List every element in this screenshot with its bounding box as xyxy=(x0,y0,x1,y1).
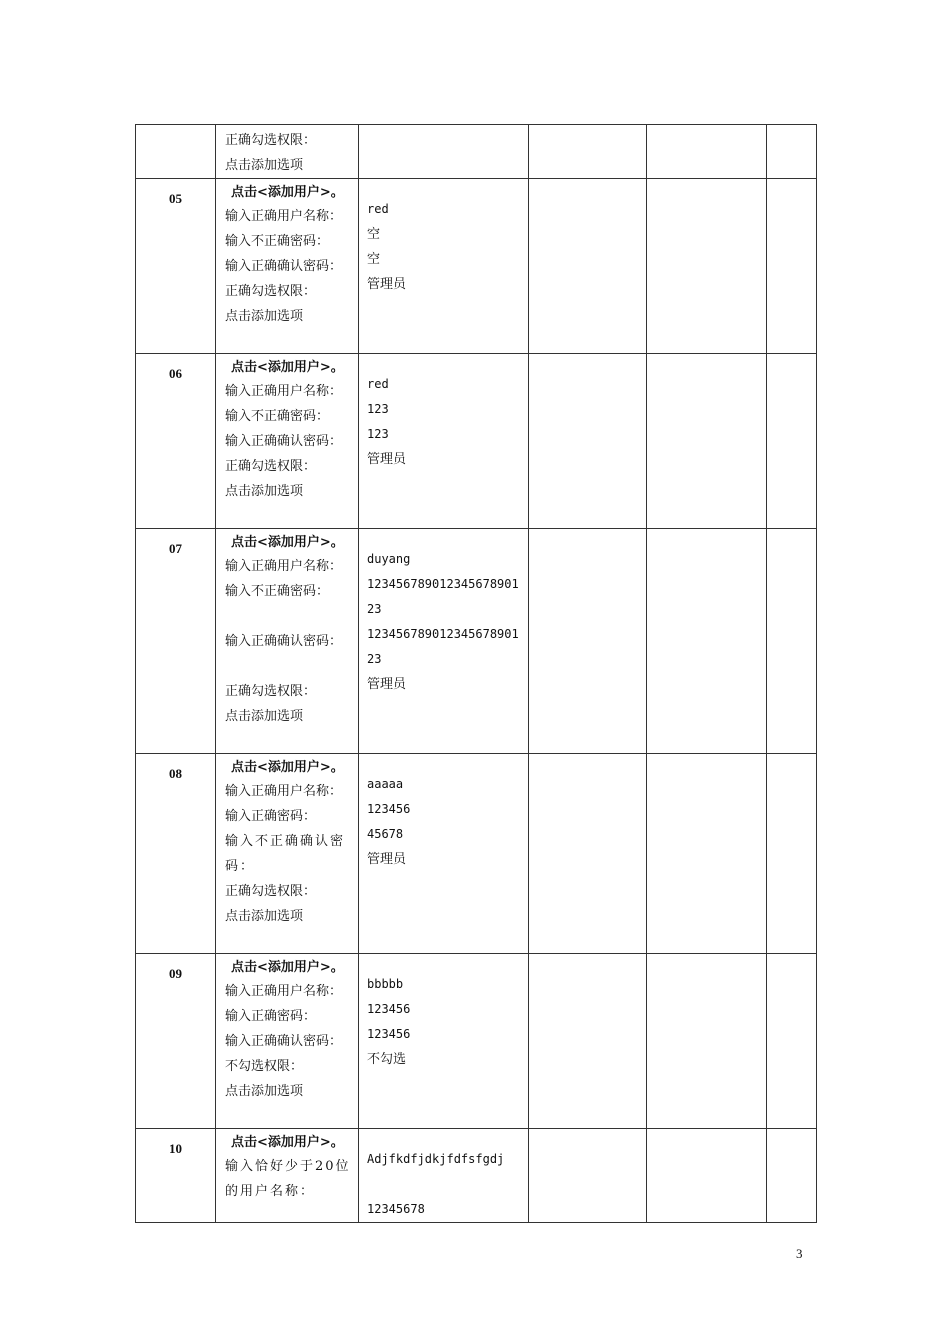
step-text xyxy=(225,604,352,629)
step-text: 点击添加选项 xyxy=(225,709,304,724)
table-row xyxy=(136,954,817,1129)
actual-result-cell xyxy=(647,954,767,1129)
step-text: 点击<添加用户>。 xyxy=(231,760,344,775)
expected-result-cell xyxy=(529,125,647,179)
data-value: 空 xyxy=(367,227,381,242)
expected-result-cell xyxy=(529,954,647,1129)
remark-cell xyxy=(767,125,817,179)
step-text: 点击<添加用户>。 xyxy=(231,1135,344,1150)
input-data-cell xyxy=(359,125,529,179)
table-row xyxy=(136,354,817,529)
page-number: 3 xyxy=(796,1246,803,1261)
data-value: bbbbb xyxy=(367,977,404,991)
input-data-cell xyxy=(359,354,529,529)
expected-result-cell xyxy=(529,1129,647,1223)
data-value: 123456 xyxy=(367,1002,411,1016)
data-value: 管理员 xyxy=(367,677,407,692)
remark-cell xyxy=(767,954,817,1129)
data-value: 管理员 xyxy=(367,452,407,467)
table-row xyxy=(136,529,817,754)
step-text: 正确勾选权限： xyxy=(225,133,317,148)
case-id-cell: 05 xyxy=(136,179,216,354)
step-text xyxy=(225,654,352,679)
step-text: 输入正确密码： xyxy=(225,809,317,824)
data-value: 管理员 xyxy=(367,277,407,292)
step-text: 输入正确确认密码： xyxy=(225,434,343,449)
step-text: 输入正确密码： xyxy=(225,1009,317,1024)
expected-result-cell xyxy=(529,529,647,754)
table-row xyxy=(136,125,817,179)
data-value: 45678 xyxy=(367,827,404,841)
expected-result-cell xyxy=(529,754,647,954)
data-value: red xyxy=(367,377,389,391)
data-value: Adjfkdfjdkjfdfsfgdj xyxy=(367,1152,505,1166)
case-id-cell: 09 xyxy=(136,954,216,1129)
step-text: 点击添加选项 xyxy=(225,909,304,924)
step-text: 输入不正确密码： xyxy=(225,584,330,599)
step-text: 输入不正确确认密码： xyxy=(225,834,346,874)
input-data-cell xyxy=(359,954,529,1129)
step-text: 输入正确用户名称： xyxy=(225,209,343,224)
data-value: 不勾选 xyxy=(367,1052,407,1067)
table-row xyxy=(136,754,817,954)
case-id-cell: 08 xyxy=(136,754,216,954)
step-text: 点击<添加用户>。 xyxy=(231,535,344,550)
remark-cell xyxy=(767,754,817,954)
table-row xyxy=(136,1129,817,1223)
steps-cell xyxy=(216,1129,359,1223)
step-text: 输入不正确密码： xyxy=(225,409,330,424)
input-data-cell xyxy=(359,754,529,954)
data-value: 123 xyxy=(367,427,389,441)
data-value: 12345678 xyxy=(367,1202,425,1216)
input-data-cell xyxy=(359,179,529,354)
step-text: 输入不正确密码： xyxy=(225,234,330,249)
test-case-table xyxy=(135,124,817,1223)
actual-result-cell xyxy=(647,1129,767,1223)
expected-result-cell xyxy=(529,354,647,529)
case-id-cell: 06 xyxy=(136,354,216,529)
steps-cell xyxy=(216,754,359,954)
step-text: 输入正确用户名称： xyxy=(225,559,343,574)
actual-result-cell xyxy=(647,354,767,529)
step-text: 点击<添加用户>。 xyxy=(231,185,344,200)
actual-result-cell xyxy=(647,754,767,954)
case-id-cell: 07 xyxy=(136,529,216,754)
remark-cell xyxy=(767,1129,817,1223)
data-value: 管理员 xyxy=(367,852,407,867)
step-text: 点击添加选项 xyxy=(225,309,304,324)
steps-cell xyxy=(216,529,359,754)
steps-cell xyxy=(216,125,359,179)
data-value: duyang xyxy=(367,552,411,566)
data-value: 12345678901234567890123 xyxy=(367,577,519,616)
data-value: red xyxy=(367,202,389,216)
step-text: 点击添加选项 xyxy=(225,1084,304,1099)
actual-result-cell xyxy=(647,179,767,354)
step-text: 正确勾选权限： xyxy=(225,284,317,299)
case-id-cell xyxy=(136,125,216,179)
step-text: 正确勾选权限： xyxy=(225,884,317,899)
steps-cell xyxy=(216,179,359,354)
input-data-cell xyxy=(359,529,529,754)
data-value: 12345678901234567890123 xyxy=(367,627,519,666)
steps-cell xyxy=(216,954,359,1129)
steps-cell xyxy=(216,354,359,529)
step-text: 点击添加选项 xyxy=(225,158,304,173)
input-data-cell xyxy=(359,1129,529,1223)
step-text: 输入正确用户名称： xyxy=(225,384,343,399)
step-text: 正确勾选权限： xyxy=(225,459,317,474)
case-id-cell: 10 xyxy=(136,1129,216,1223)
data-value xyxy=(367,1172,522,1197)
step-text: 输入正确用户名称： xyxy=(225,784,343,799)
data-value: 123 xyxy=(367,402,389,416)
remark-cell xyxy=(767,529,817,754)
data-value: 空 xyxy=(367,252,381,267)
actual-result-cell xyxy=(647,529,767,754)
remark-cell xyxy=(767,354,817,529)
step-text: 点击添加选项 xyxy=(225,484,304,499)
step-text: 点击<添加用户>。 xyxy=(231,960,344,975)
table-row xyxy=(136,179,817,354)
actual-result-cell xyxy=(647,125,767,179)
step-text: 输入恰好少于20位的用户名称： xyxy=(225,1159,351,1199)
step-text: 输入正确确认密码： xyxy=(225,259,343,274)
step-text: 不勾选权限： xyxy=(225,1059,304,1074)
data-value: 123456 xyxy=(367,1027,411,1041)
step-text: 点击<添加用户>。 xyxy=(231,360,344,375)
data-value: aaaaa xyxy=(367,777,404,791)
remark-cell xyxy=(767,179,817,354)
step-text: 正确勾选权限： xyxy=(225,684,317,699)
step-text: 输入正确用户名称： xyxy=(225,984,343,999)
expected-result-cell xyxy=(529,179,647,354)
data-value: 123456 xyxy=(367,802,411,816)
step-text: 输入正确确认密码： xyxy=(225,634,343,649)
step-text: 输入正确确认密码： xyxy=(225,1034,343,1049)
